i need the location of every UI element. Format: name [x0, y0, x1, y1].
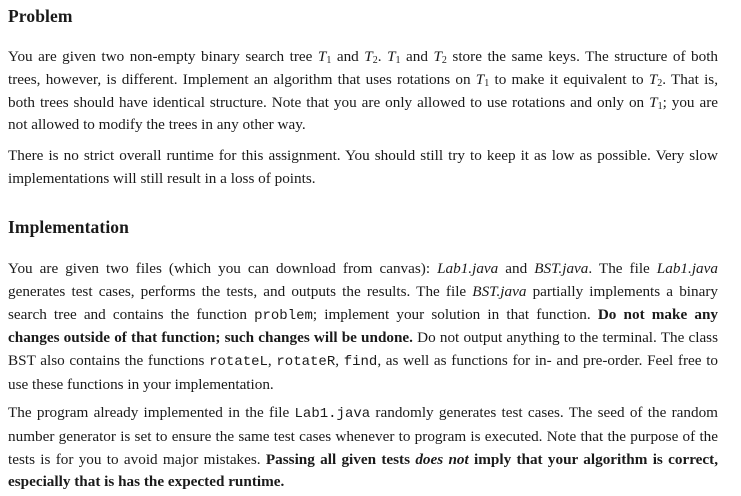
code-find: find: [343, 354, 378, 371]
text-run: ; implement your solution in that function.: [312, 305, 598, 323]
code-rotateR: rotateR: [276, 354, 336, 371]
bold-italic-emphasis: does not: [415, 450, 469, 468]
bold-statement: Passing all given tests: [265, 450, 416, 468]
math-t1: $T_1$: [649, 93, 663, 112]
text-run: The program already implemented in the file: [8, 404, 295, 421]
filename-lab1: Lab1.java: [437, 260, 499, 277]
bold-statement: imply that your algorithm is correct, especially that is has the expected runtime.: [8, 450, 719, 491]
math-t1: $T_1$: [475, 70, 490, 89]
math-t2: $T_2$: [433, 48, 447, 66]
text-run: .: [377, 48, 388, 65]
text-run: . The file: [588, 260, 657, 277]
filename-bst: BST.java: [472, 282, 527, 300]
implementation-paragraph-1: [8, 258, 718, 397]
problem-paragraph-1: [8, 46, 718, 137]
text-run: ,: [267, 352, 277, 370]
filename-lab1: Lab1.java: [656, 260, 718, 277]
text-run: partially implements a binary search tree and contains the function: [8, 282, 718, 323]
code-lab1-java: Lab1.java: [294, 406, 371, 422]
text-run: and: [400, 48, 434, 65]
implementation-paragraph-2: [8, 402, 718, 494]
implementation-heading: Implementation: [8, 217, 129, 237]
text-run: Do not output anything to the terminal. The class BST also contains the functions: [8, 329, 719, 370]
code-rotateL: rotateL: [209, 354, 268, 371]
text-run: You are given two files (which you can download from canvas):: [8, 260, 438, 277]
math-t2: $T_2$: [648, 70, 663, 89]
text-run: generates test cases, performs the tests, and outputs the results. The file: [8, 282, 473, 300]
text-run: , as well as functions for in- and pre-order. Feel free to use these functions in your implementation.: [8, 352, 719, 393]
code-problem: problem: [254, 307, 313, 324]
text-run: You are given two non-empty binary search tree: [8, 48, 318, 65]
math-t2: $T_2$: [364, 48, 378, 66]
text-run: and: [331, 48, 365, 65]
text-run: to make it equivalent to: [489, 70, 649, 88]
text-run: . That is, both trees should have identical structure. Note that you are only allowed to use rotations and only on: [8, 70, 718, 111]
problem-paragraph-2: There is no strict overall runtime for this assignment. You should still try to keep it as low as possible. Very slow implementations will still result in a loss of points.: [8, 147, 718, 187]
math-t1: $T_1$: [387, 48, 401, 66]
bold-warning: Do not make any changes outside of that function; such changes will be undone.: [8, 305, 718, 347]
text-run: store the same keys. The structure of both trees, however, is different. Implement an algorithm that uses rotations on: [8, 48, 719, 88]
math-t1: $T_1$: [317, 48, 332, 66]
filename-bst: BST.java: [534, 260, 589, 277]
text-run: ,: [335, 352, 344, 370]
problem-heading: Problem: [8, 6, 73, 26]
text-run: and: [498, 260, 535, 277]
text-run: ; you are not allowed to modify the trees in any other way.: [8, 93, 718, 134]
text-run: randomly generates test cases. The seed of the random number generator is set to ensure the same test cases whenever to program is executed. Note that the purpose of the tests is for you to avoid major mistakes.: [8, 404, 718, 468]
